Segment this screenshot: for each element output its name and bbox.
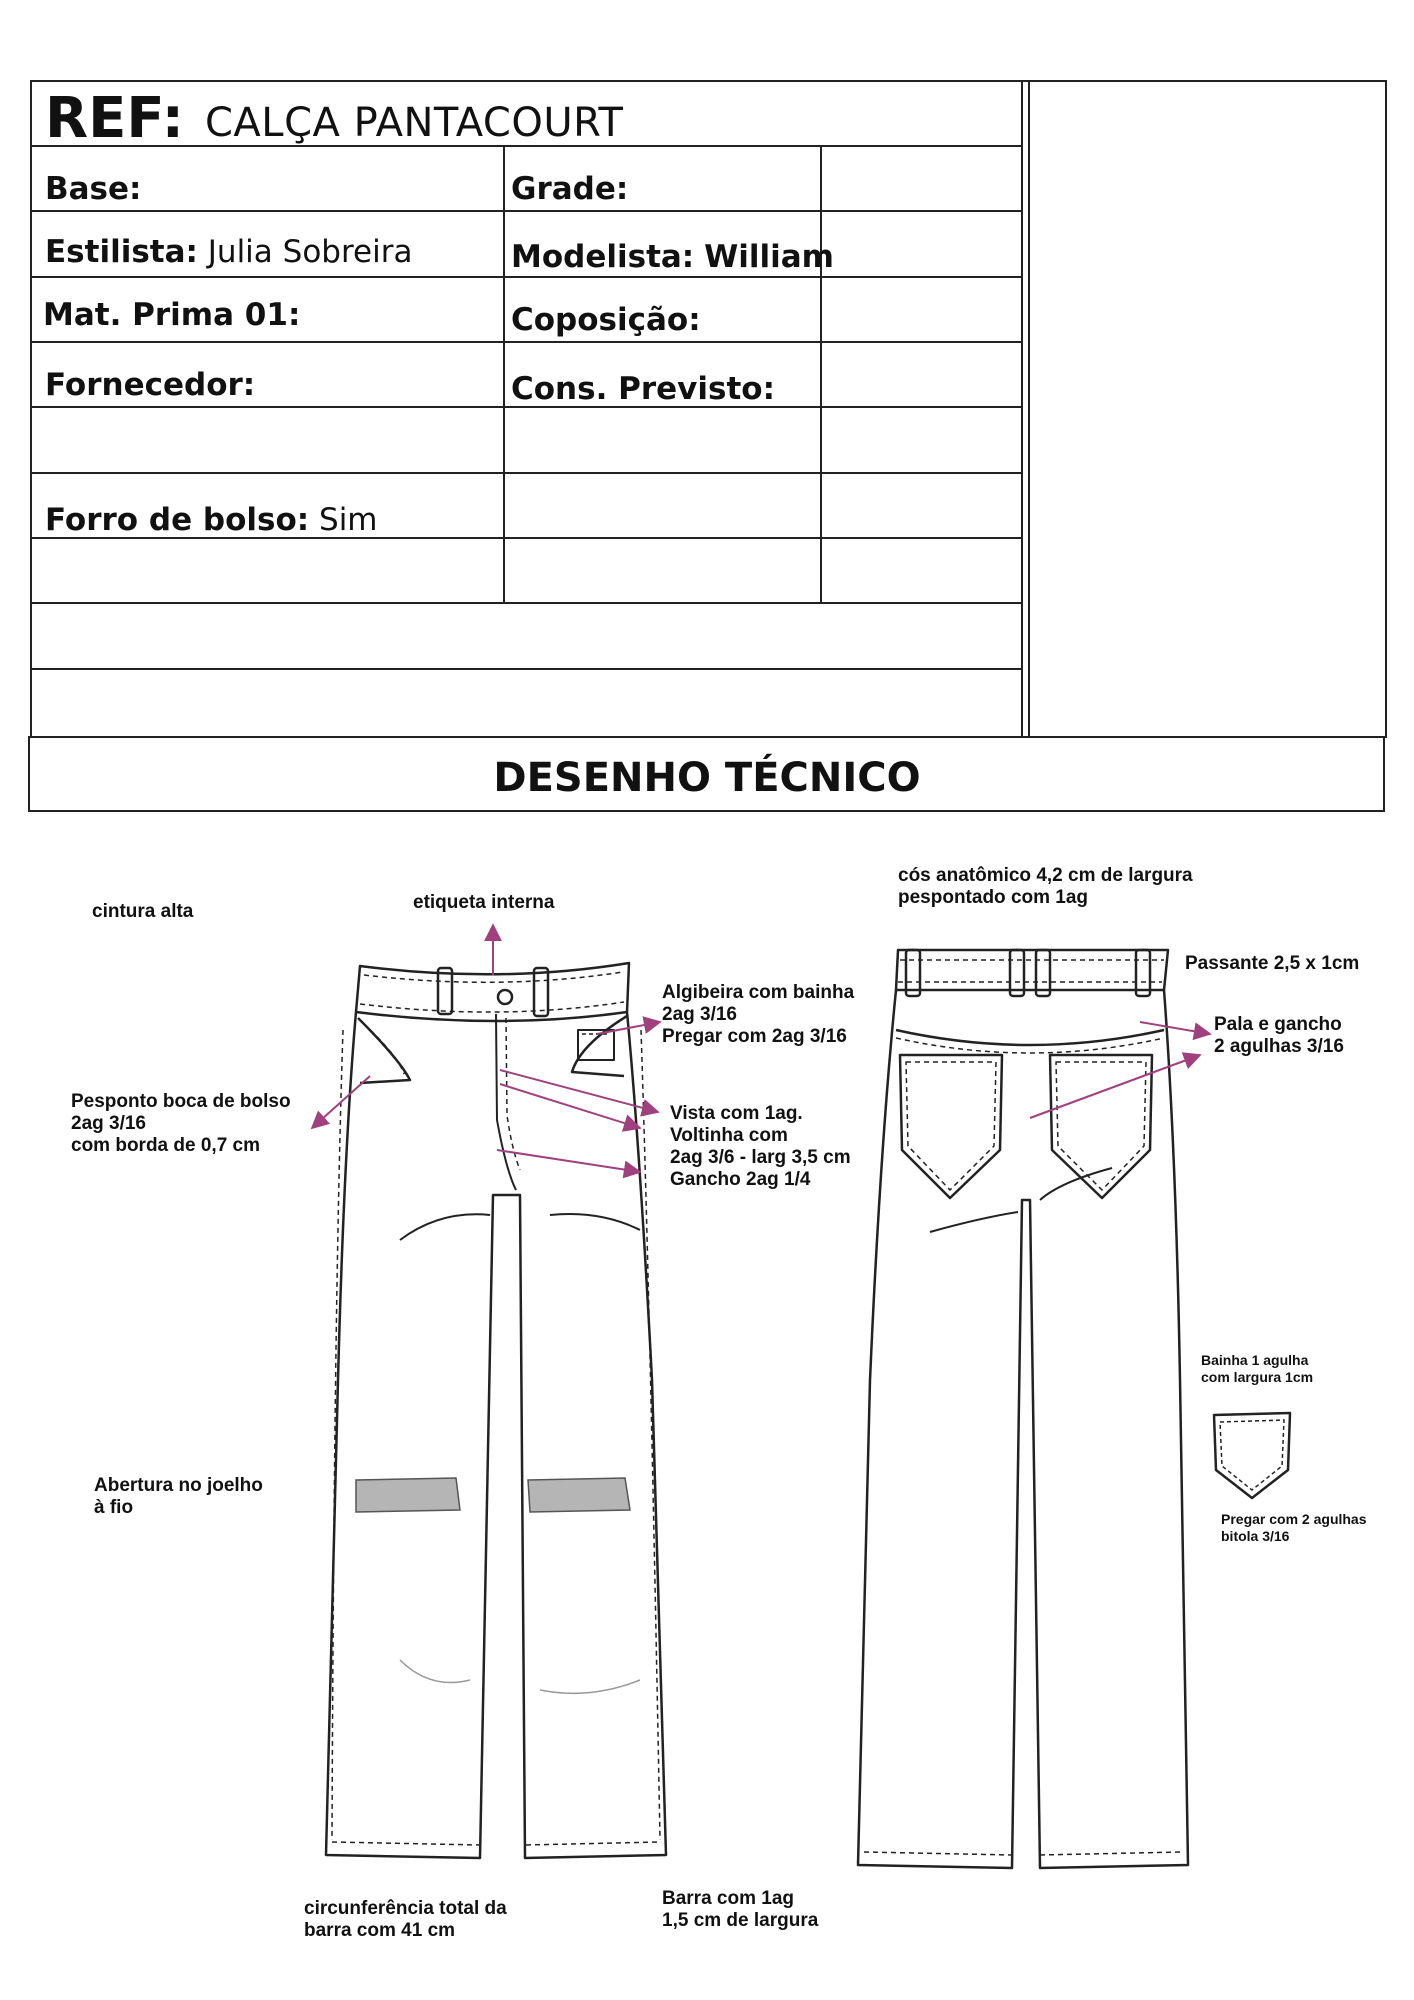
section-title: DESENHO TÉCNICO — [493, 755, 921, 801]
back-outline — [858, 990, 1188, 1868]
label-bainha: Bainha 1 agulha com largura 1cm — [1201, 1352, 1314, 1385]
grade-label: Grade: — [511, 171, 629, 207]
front-belt-loop-left — [438, 968, 452, 1014]
back-waistband — [896, 950, 1168, 990]
back-pocket-left — [900, 1055, 1002, 1198]
front-view — [326, 963, 666, 1858]
fornecedor-label: Fornecedor: — [45, 367, 256, 403]
estilista-label: Estilista: — [45, 234, 198, 270]
ref-value: CALÇA PANTACOURT — [205, 100, 624, 146]
front-pocket-right — [572, 1016, 627, 1076]
pocket-detail — [1214, 1413, 1290, 1498]
label-circunferencia: circunferência total da barra com 41 cm — [304, 1898, 507, 1941]
label-passante: Passante 2,5 x 1cm — [1185, 953, 1360, 974]
label-cintura: cintura alta — [92, 901, 194, 922]
front-outline — [326, 1012, 666, 1858]
front-belt-loop-right — [534, 968, 548, 1016]
back-view — [858, 950, 1188, 1868]
back-pocket-right — [1050, 1055, 1152, 1198]
label-pesponto: Pesponto boca de bolso 2ag 3/16 com borda de 0,7 cm — [71, 1091, 291, 1156]
ref-label: REF: — [45, 86, 184, 151]
label-vista: Vista com 1ag. Voltinha com 2ag 3/6 - larg 3,5 cm Gancho 2ag 1/4 — [670, 1103, 851, 1190]
label-cos: cós anatômico 4,2 cm de largura pespontado com 1ag — [898, 865, 1193, 908]
back-yoke — [896, 1030, 1164, 1045]
cons-previsto-label: Cons. Previsto: — [511, 371, 775, 407]
base-label: Base: — [45, 171, 142, 207]
modelista-value: William — [704, 239, 834, 275]
label-algibeira: Algibeira com bainha 2ag 3/16 Pregar com 2ag 3/16 — [662, 982, 855, 1047]
composicao-label: Coposição: — [511, 302, 701, 338]
front-pocket-left — [358, 1018, 410, 1083]
label-abertura: Abertura no joelho à fio — [94, 1475, 263, 1518]
label-etiqueta: etiqueta interna — [413, 892, 555, 913]
label-pala: Pala e gancho 2 agulhas 3/16 — [1214, 1014, 1344, 1057]
knee-opening-right — [528, 1478, 630, 1512]
forro-value: Sim — [319, 502, 378, 538]
estilista-value: Julia Sobreira — [207, 234, 413, 270]
mat-prima-label: Mat. Prima 01: — [43, 297, 301, 333]
label-pregar: Pregar com 2 agulhas bitola 3/16 — [1221, 1511, 1367, 1544]
label-barra: Barra com 1ag 1,5 cm de largura — [662, 1888, 819, 1931]
knee-opening-left — [356, 1478, 460, 1512]
modelista-label: Modelista: — [511, 239, 695, 275]
forro-label: Forro de bolso: — [45, 502, 310, 538]
front-button — [498, 990, 512, 1004]
